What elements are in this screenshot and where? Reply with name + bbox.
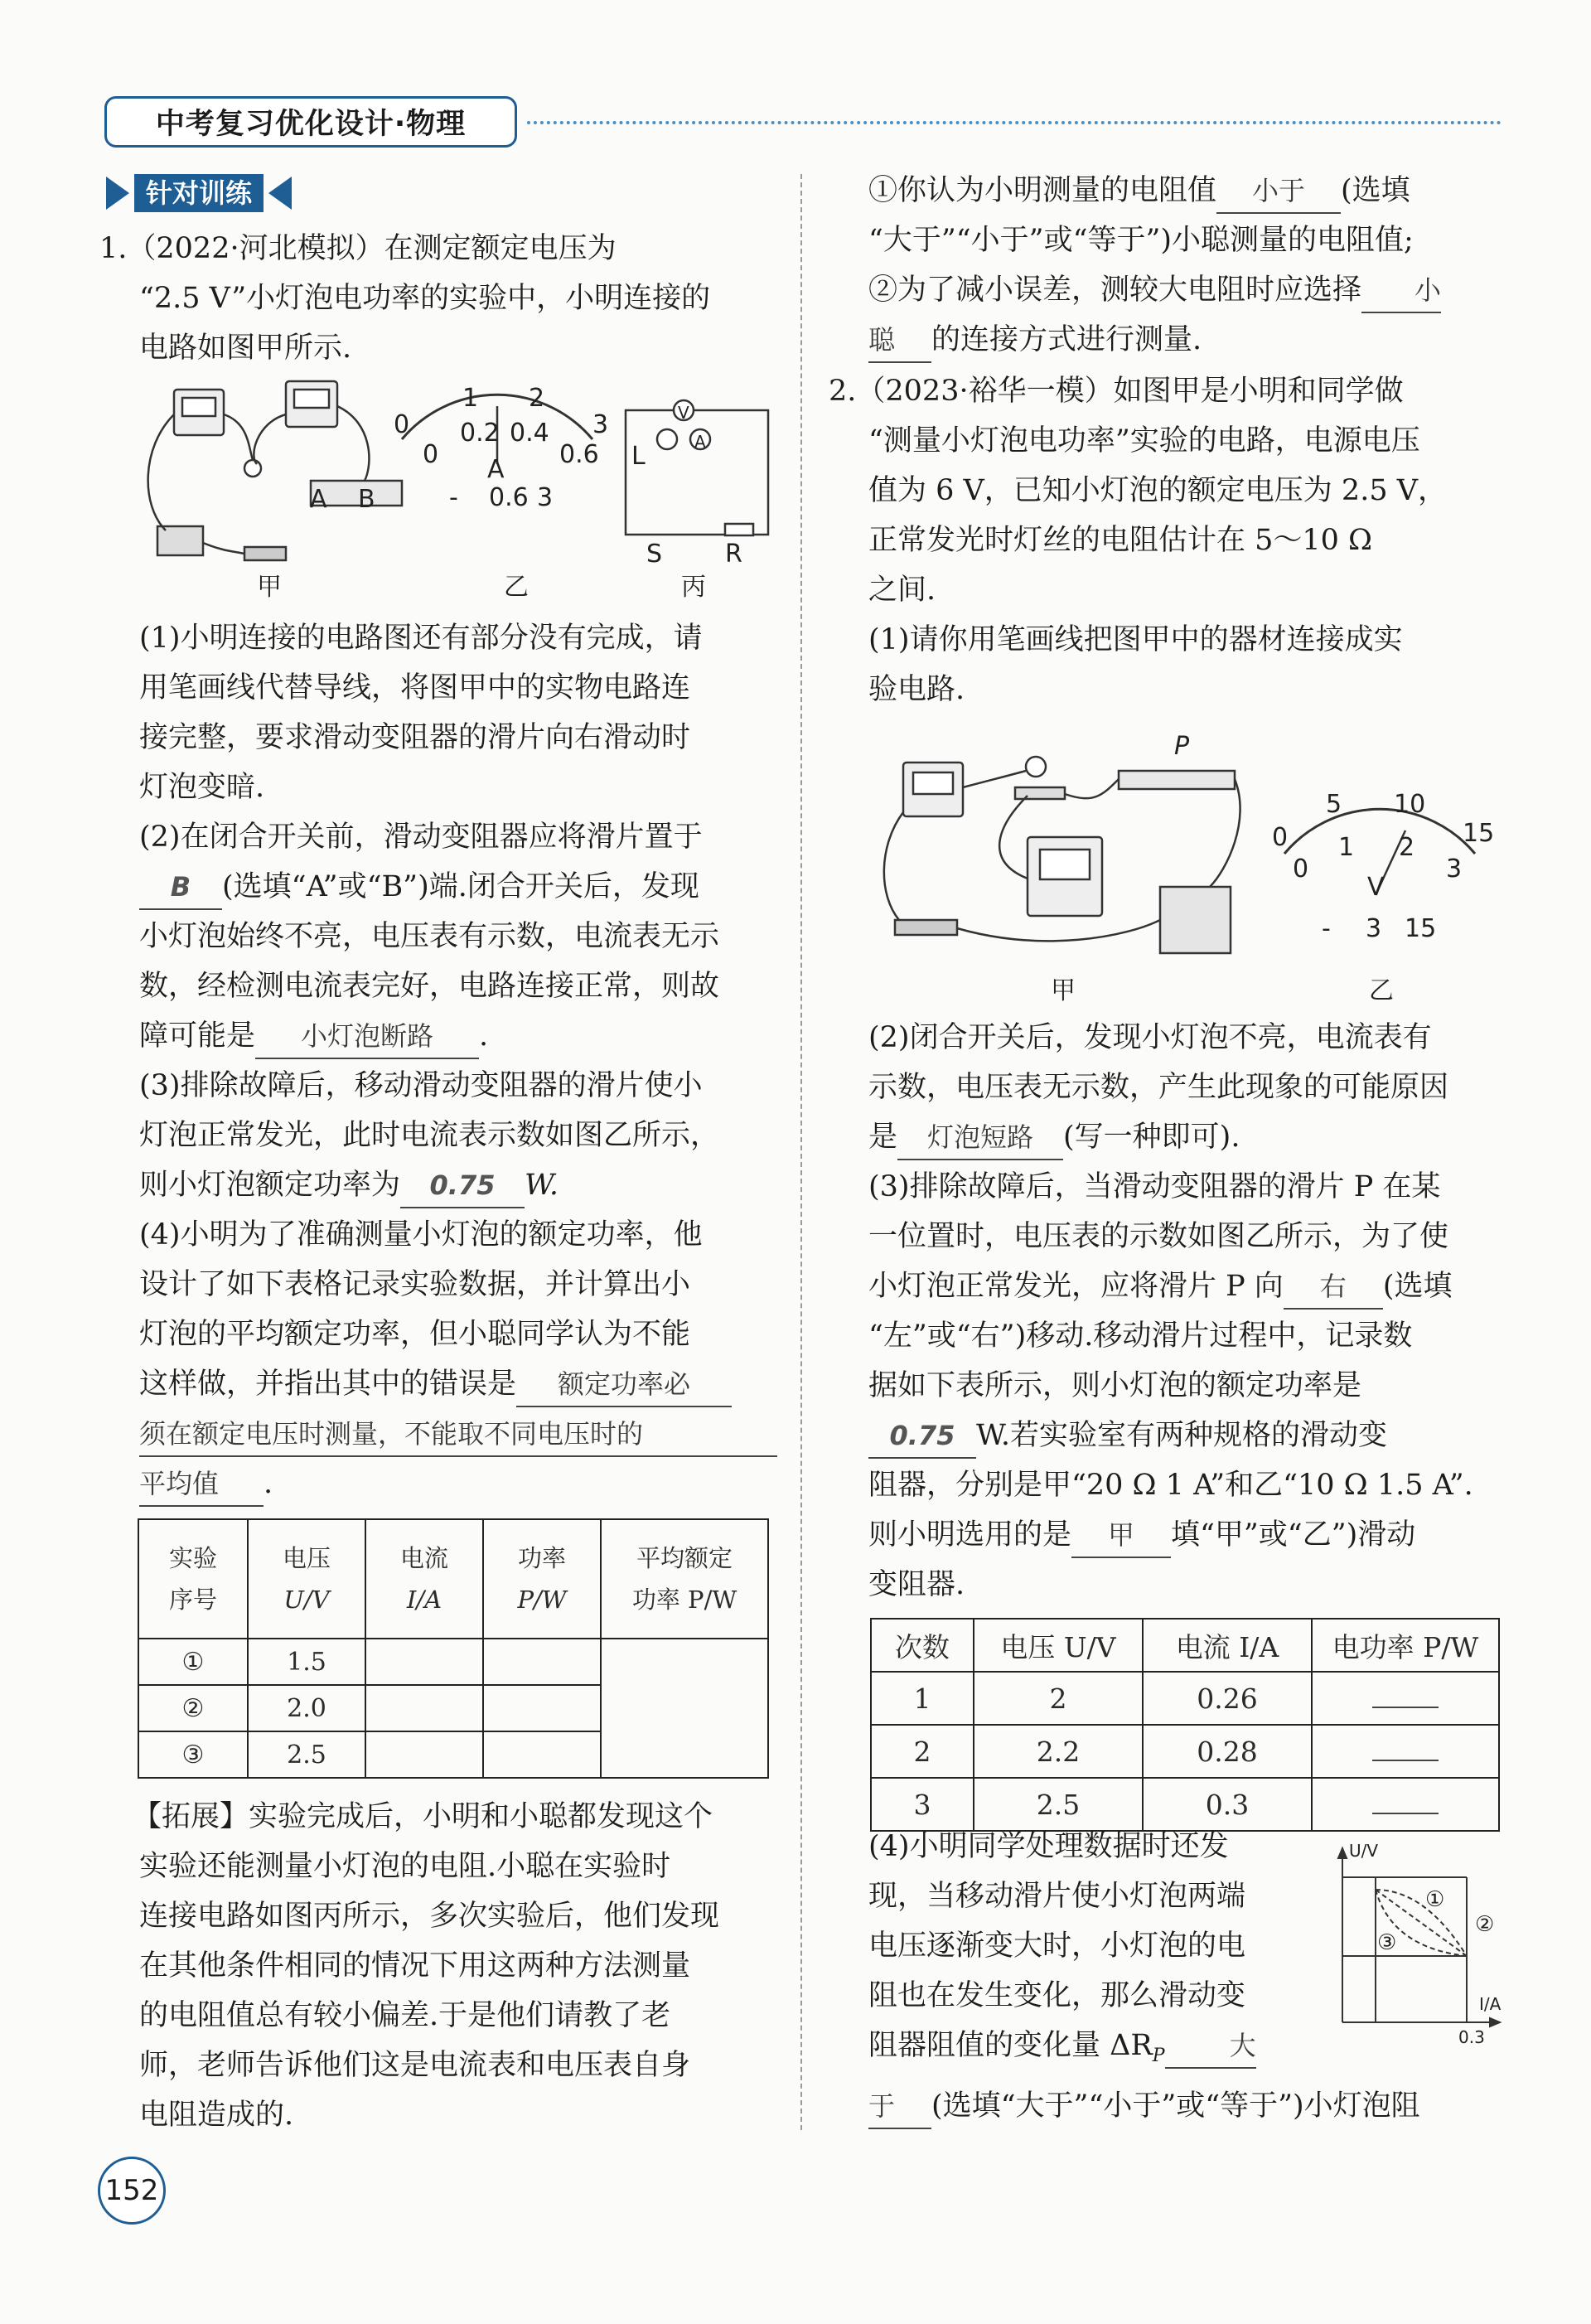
extend-text: ②为了减小误差，测较大电阻时应选择 xyxy=(868,274,1362,307)
voltmeter-unit: V xyxy=(1367,873,1385,902)
voltmeter-terminal-neg: - xyxy=(1322,914,1331,943)
circuit-label-s: S xyxy=(646,540,663,569)
battery-icon xyxy=(157,526,203,555)
table-cell[interactable] xyxy=(365,1639,483,1685)
voltmeter-terminal-3: 3 xyxy=(1366,914,1382,943)
q2-intro-line: 2.（2023·裕华一模）如图甲是小明和同学做 xyxy=(829,375,1404,408)
q1-p4-answer-line xyxy=(139,1359,786,1409)
table-cell: 2 xyxy=(974,1672,1143,1725)
table-header xyxy=(483,1519,601,1639)
answer-blank[interactable]: 大 xyxy=(1165,2024,1256,2069)
q2-p4-answer-line xyxy=(868,2081,1515,2131)
answer-blank[interactable]: 聪 xyxy=(868,318,931,363)
table-cell[interactable] xyxy=(483,1731,601,1778)
table-cell: 1.5 xyxy=(248,1639,365,1685)
extend-q2-line xyxy=(868,315,1515,365)
table-cell[interactable] xyxy=(1312,1725,1499,1778)
table-cell: 0.28 xyxy=(1143,1725,1312,1778)
extend-q1-line: “大于”“小于”或“等于”)小聪测量的电阻值; xyxy=(868,224,1414,257)
extend-line: 师，老师告诉他们这是电流表和电压表自身 xyxy=(139,2049,691,2082)
q2-p4-line: 阻也在发生变化，那么滑动变 xyxy=(868,1979,1246,2012)
table-cell: 0.26 xyxy=(1143,1672,1312,1725)
table-header-text: 电压 xyxy=(282,1544,331,1572)
table-header xyxy=(365,1519,483,1639)
table-row xyxy=(871,1725,1499,1778)
extend-line: 的电阻值总有较小偏差.于是他们请教了老 xyxy=(139,1999,671,2032)
answer-blank[interactable]: 于 xyxy=(868,2084,931,2129)
q2-p3-line: 一位置时，电压表的示数如图乙所示，为了使 xyxy=(868,1220,1449,1253)
q2-parts xyxy=(868,1013,1515,1610)
q1-p1-line: (1)小明连接的电路图还有部分没有完成，请 xyxy=(139,622,703,655)
q1-parts xyxy=(139,613,786,1508)
q1-p1-line: 灯泡变暗. xyxy=(139,771,265,804)
battery-icon xyxy=(1160,887,1231,953)
table-cell: 2.5 xyxy=(974,1778,1143,1831)
q2-p3-answer-line xyxy=(868,1261,1515,1311)
q2-p3-text: (选填 xyxy=(1382,1270,1453,1303)
table-header-text: 功率 xyxy=(517,1544,566,1572)
table-header: 电功率 P/W xyxy=(1312,1619,1499,1672)
graph-x-tick: 0.3 xyxy=(1458,2027,1485,2047)
answer-blank[interactable] xyxy=(1372,1760,1439,1761)
ammeter-tick-1: 1 xyxy=(462,384,479,413)
x-axis-arrow-icon xyxy=(1490,2018,1500,2026)
q2-p2-line: 示数，电压表无示数，产生此现象的可能原因 xyxy=(868,1071,1449,1104)
figure-label-yi: 乙 xyxy=(1369,976,1394,1005)
answer-blank[interactable]: B xyxy=(139,865,222,910)
figure-label-bing: 丙 xyxy=(681,573,706,602)
voltmeter-end-0: 0 xyxy=(1272,823,1289,852)
q2-intro-line: 之间. xyxy=(868,574,936,607)
arrow-right-icon xyxy=(106,177,129,210)
q2-p4-text: (选填“大于”“小于”或“等于”)小灯泡阻 xyxy=(931,2089,1420,2123)
ammeter-terminal-3: 3 xyxy=(537,483,554,512)
q1-p3-text: 则小灯泡额定功率为 xyxy=(139,1169,401,1202)
table-header: 次数 xyxy=(871,1619,974,1672)
q2-p4-line: 电压逐渐变大时，小灯泡的电 xyxy=(868,1929,1246,1963)
extend-line: 在其他条件相同的情况下用这两种方法测量 xyxy=(139,1949,691,1983)
extend-q1-line xyxy=(868,166,1515,215)
q1-p1-line: 用笔画线代替导线，将图甲中的实物电路连 xyxy=(139,671,691,704)
q2-p3-line: 据如下表所示，则小灯泡的额定功率是 xyxy=(868,1369,1362,1402)
voltmeter-end-15: 15 xyxy=(1463,819,1495,848)
q2-p3-text: 则小明选用的是 xyxy=(868,1518,1072,1552)
circuit-label-v: V xyxy=(678,403,689,423)
ammeter-tick-0-2: 0.2 xyxy=(460,419,500,448)
table-header-text: 平均额定 xyxy=(636,1544,733,1572)
answer-blank[interactable]: 灯泡短路 xyxy=(897,1116,1063,1160)
q1-extend xyxy=(133,1792,787,2140)
q2-p2-line: (2)闭合开关后，发现小灯泡不亮，电流表有 xyxy=(868,1021,1432,1054)
q2-intro xyxy=(829,366,1516,714)
extend-q2-line xyxy=(868,265,1515,315)
voltmeter-end-0-bottom: 0 xyxy=(1293,855,1309,884)
answer-blank[interactable]: 须在额定电压时测量，不能取不同电压时的 xyxy=(139,1412,777,1457)
arrow-left-icon xyxy=(268,177,292,210)
voltmeter-end-3: 3 xyxy=(1446,855,1463,884)
rheostat-label-b: B xyxy=(358,485,375,514)
table-cell: ② xyxy=(138,1685,248,1731)
q1-p2-answer-line xyxy=(139,862,786,912)
curve-label-3: ③ xyxy=(1377,1930,1397,1955)
table-cell[interactable] xyxy=(1312,1672,1499,1725)
table-header-row xyxy=(871,1619,1499,1672)
table-row xyxy=(871,1672,1499,1725)
header-dotted-rule xyxy=(527,121,1502,124)
table-row xyxy=(138,1639,768,1685)
q1-intro-line: “2.5 V”小灯泡电功率的实验中，小明连接的 xyxy=(139,282,711,315)
q1-p4-answer-line xyxy=(139,1409,786,1459)
q1-p3-unit: W. xyxy=(525,1169,559,1202)
table-cell[interactable] xyxy=(483,1639,601,1685)
answer-blank[interactable] xyxy=(1372,1707,1439,1708)
extend-line: 电阻造成的. xyxy=(139,2099,294,2132)
ammeter-end-0: 0 xyxy=(394,410,410,439)
bulb-icon xyxy=(244,460,261,477)
q1-p2-line: (2)在闭合开关前，滑动变阻器应将滑片置于 xyxy=(139,821,703,854)
table-cell: 3 xyxy=(871,1778,974,1831)
table-header xyxy=(248,1519,365,1639)
q2-p3-line: 阻器，分别是甲“20 Ω 1 A”和乙“10 Ω 1.5 A”. xyxy=(868,1469,1473,1502)
q1-p4-line: (4)小明为了准确测量小灯泡的额定功率，他 xyxy=(139,1218,703,1252)
q2-figure-yi xyxy=(1272,790,1494,1005)
table-header-text: 序号 xyxy=(168,1586,217,1614)
table-cell: ③ xyxy=(138,1731,248,1778)
q2-p3-line: (3)排除故障后，当滑动变阻器的滑片 P 在某 xyxy=(868,1170,1441,1203)
q2-p2-answer-line xyxy=(868,1112,1515,1162)
ui-graph xyxy=(1326,1840,1508,2047)
table-header-text: I/A xyxy=(406,1586,442,1614)
q1-p3-line: (3)排除故障后，移动滑动变阻器的滑片使小 xyxy=(139,1069,703,1102)
q1-p4-line: 灯泡的平均额定功率，但小聪同学认为不能 xyxy=(139,1318,691,1351)
ammeter-tick-0-4: 0.4 xyxy=(510,419,549,448)
table-cell: 2.5 xyxy=(248,1731,365,1778)
q2-p3-text: 填“甲”或“乙”)滑动 xyxy=(1171,1518,1416,1552)
table-header: 电压 U/V xyxy=(974,1619,1143,1672)
rheostat-symbol xyxy=(725,524,753,535)
q2-p1-line: (1)请你用笔画线把图甲中的器材连接成实 xyxy=(868,623,1403,656)
ammeter-end-0-6: 0.6 xyxy=(559,440,599,469)
voltmeter-tick-10: 10 xyxy=(1394,790,1426,819)
q2-p4-subscript: P xyxy=(1152,2046,1165,2066)
q2-p3-answer-line xyxy=(868,1411,1515,1460)
table-header xyxy=(138,1519,248,1639)
book-title: 中考复习优化设计·物理 xyxy=(104,96,517,148)
voltmeter-terminal-15: 15 xyxy=(1405,914,1437,943)
switch-icon xyxy=(244,547,286,560)
table-cell: 2 xyxy=(871,1725,974,1778)
q1-p3-line: 灯泡正常发光，此时电流表示数如图乙所示， xyxy=(139,1119,720,1152)
extend-text: 的连接方式进行测量. xyxy=(931,323,1202,356)
q1-figure-bing xyxy=(626,400,768,535)
table-cell[interactable] xyxy=(365,1685,483,1731)
circuit-label-a: A xyxy=(694,432,706,452)
q2-intro-line: 正常发光时灯丝的电阻估计在 5～10 Ω xyxy=(868,524,1373,557)
table-header: 电流 I/A xyxy=(1143,1619,1312,1672)
voltmeter-dial-arc xyxy=(1284,809,1475,854)
answer-blank[interactable]: 小灯泡断路 xyxy=(255,1014,479,1059)
q2-intro-line: 值为 6 V，已知小灯泡的额定电压为 2.5 V， xyxy=(868,474,1447,507)
table-cell[interactable] xyxy=(483,1685,601,1731)
voltmeter-tick-2: 2 xyxy=(1399,833,1415,862)
table-header xyxy=(601,1519,768,1639)
q1-p1-line: 接完整，要求滑动变阻器的滑片向右滑动时 xyxy=(139,721,691,754)
section-tag-label: 针对训练 xyxy=(134,174,264,212)
q2-figures xyxy=(878,729,1516,1011)
graph-x-label: I/A xyxy=(1479,1994,1502,2014)
ammeter-terminal-neg: - xyxy=(449,483,458,512)
q2-figure-jia xyxy=(884,757,1240,953)
table-cell: ① xyxy=(138,1639,248,1685)
answer-blank[interactable]: 额定功率必 xyxy=(516,1363,732,1407)
q1-p2-text: (选填“A”或“B”)端.闭合开关后，发现 xyxy=(222,870,699,903)
figure-label-yi: 乙 xyxy=(504,573,529,602)
table-cell: 0.3 xyxy=(1143,1778,1312,1831)
q2-p3-text: W.若实验室有两种规格的滑动变 xyxy=(976,1419,1387,1452)
answer-blank[interactable] xyxy=(1372,1813,1439,1814)
ammeter-tick-2: 2 xyxy=(529,384,545,413)
q1-figures xyxy=(141,373,787,605)
q2-data-table xyxy=(870,1618,1500,1832)
table-header-row xyxy=(138,1519,768,1639)
figure-label-jia: 甲 xyxy=(257,573,282,602)
extend-line: 连接电路如图丙所示，多次实验后，他们发现 xyxy=(139,1900,720,1933)
q2-p3-line: 变阻器. xyxy=(868,1568,965,1601)
page-number: 152 xyxy=(98,2157,166,2225)
answer-blank[interactable]: 平均值 xyxy=(139,1462,264,1507)
extend-text: (选填 xyxy=(1341,174,1410,207)
q2-p3-text: 小灯泡正常发光，应将滑片 P 向 xyxy=(868,1270,1284,1303)
answer-blank[interactable]: 小 xyxy=(1361,269,1441,313)
q2-p4-line: (4)小明同学处理数据时还发 xyxy=(868,1830,1229,1863)
table-header-text: 功率 P/W xyxy=(631,1586,737,1614)
q2-p1-line: 验电路. xyxy=(868,673,965,706)
q1-data-table xyxy=(138,1518,769,1779)
column-divider xyxy=(800,174,802,2130)
table-header-text: U/V xyxy=(283,1586,330,1614)
q1-extend-questions xyxy=(868,166,1515,365)
y-axis-arrow-icon xyxy=(1338,1848,1347,1858)
lamp-symbol xyxy=(657,429,677,449)
figure-label-jia: 甲 xyxy=(1051,976,1076,1005)
q1-p4-line: 设计了如下表格记录实验数据，并计算出小 xyxy=(139,1268,691,1301)
extend-line: 实验还能测量小灯泡的电阻.小聪在实验时 xyxy=(139,1850,671,1883)
slider-label-p: P xyxy=(1174,732,1190,761)
q2-intro-line: “测量小灯泡电功率”实验的电路，电源电压 xyxy=(868,424,1420,458)
q2-p2-text: (写一种即可). xyxy=(1063,1121,1240,1154)
table-cell[interactable] xyxy=(365,1731,483,1778)
table-header-text: 实验 xyxy=(168,1544,217,1572)
rheostat-icon xyxy=(1119,771,1235,789)
table-header-text: P/W xyxy=(517,1586,567,1614)
answer-blank[interactable]: 0.75 xyxy=(868,1414,976,1459)
ammeter-end-3: 3 xyxy=(592,410,609,439)
ammeter-terminal-0-6: 0.6 xyxy=(489,483,529,512)
table-header-text: 电流 xyxy=(399,1544,448,1572)
q1-p2-line: 数，经检测电流表完好，电路连接正常，则故 xyxy=(139,970,720,1003)
table-cell: 2.0 xyxy=(248,1685,365,1731)
table-cell: 2.2 xyxy=(974,1725,1143,1778)
answer-blank[interactable]: 甲 xyxy=(1071,1513,1171,1558)
extend-line: 【拓展】实验完成后，小明和小聪都发现这个 xyxy=(133,1800,713,1833)
answer-blank[interactable]: 右 xyxy=(1284,1265,1383,1310)
q1-intro-line: 1.（2022·河北模拟）在测定额定电压为 xyxy=(99,232,617,265)
q1-p4-answer-line xyxy=(139,1459,786,1508)
answer-blank[interactable]: 0.75 xyxy=(400,1164,525,1208)
curve-label-2: ② xyxy=(1475,1912,1495,1937)
answer-blank[interactable]: 小于 xyxy=(1216,169,1341,214)
q1-p2-line: 小灯泡始终不亮，电压表有示数，电流表无示 xyxy=(139,920,720,953)
q2-p4-line: 现，当移动滑片使小灯泡两端 xyxy=(868,1880,1246,1913)
q2-p3-line: “左”或“右”)移动.移动滑片过程中，记录数 xyxy=(868,1319,1413,1353)
rheostat-label-a: A xyxy=(310,485,327,514)
ammeter-unit: A xyxy=(487,455,505,484)
curve-label-1: ① xyxy=(1425,1887,1445,1912)
q1-p2-answer-line: 障可能是 小灯泡断路 . xyxy=(139,1011,786,1061)
extend-text: ①你认为小明测量的电阻值 xyxy=(868,174,1217,207)
voltmeter-tick-5: 5 xyxy=(1326,790,1342,819)
q1-p2-text: 障可能是 xyxy=(139,1019,256,1053)
table-cell[interactable] xyxy=(601,1639,768,1778)
q1-figure-jia xyxy=(148,381,402,560)
q1-p3-answer-line xyxy=(139,1160,786,1210)
q1-intro-line: 电路如图甲所示. xyxy=(139,332,352,365)
q2-p4-text: 阻器阻值的变化量 ΔR xyxy=(868,2029,1153,2062)
q2-p3-answer-line xyxy=(868,1510,1515,1560)
circuit-label-r: R xyxy=(725,540,742,569)
voltmeter-tick-1: 1 xyxy=(1338,833,1355,862)
q1-intro xyxy=(99,224,779,373)
q1-figure-yi xyxy=(394,384,608,602)
graph-y-label: U/V xyxy=(1349,1841,1379,1861)
ammeter-end-0-bottom: 0 xyxy=(423,440,439,469)
section-tag xyxy=(106,174,292,212)
table-cell: 1 xyxy=(871,1672,974,1725)
q1-p4-text: . xyxy=(264,1467,273,1500)
q1-p4-text: 这样做，并指出其中的错误是 xyxy=(139,1368,517,1401)
circuit-label-l: L xyxy=(631,442,646,471)
switch-icon xyxy=(895,920,957,935)
q2-p2-text: 是 xyxy=(868,1121,898,1154)
bulb-icon xyxy=(1026,757,1046,777)
